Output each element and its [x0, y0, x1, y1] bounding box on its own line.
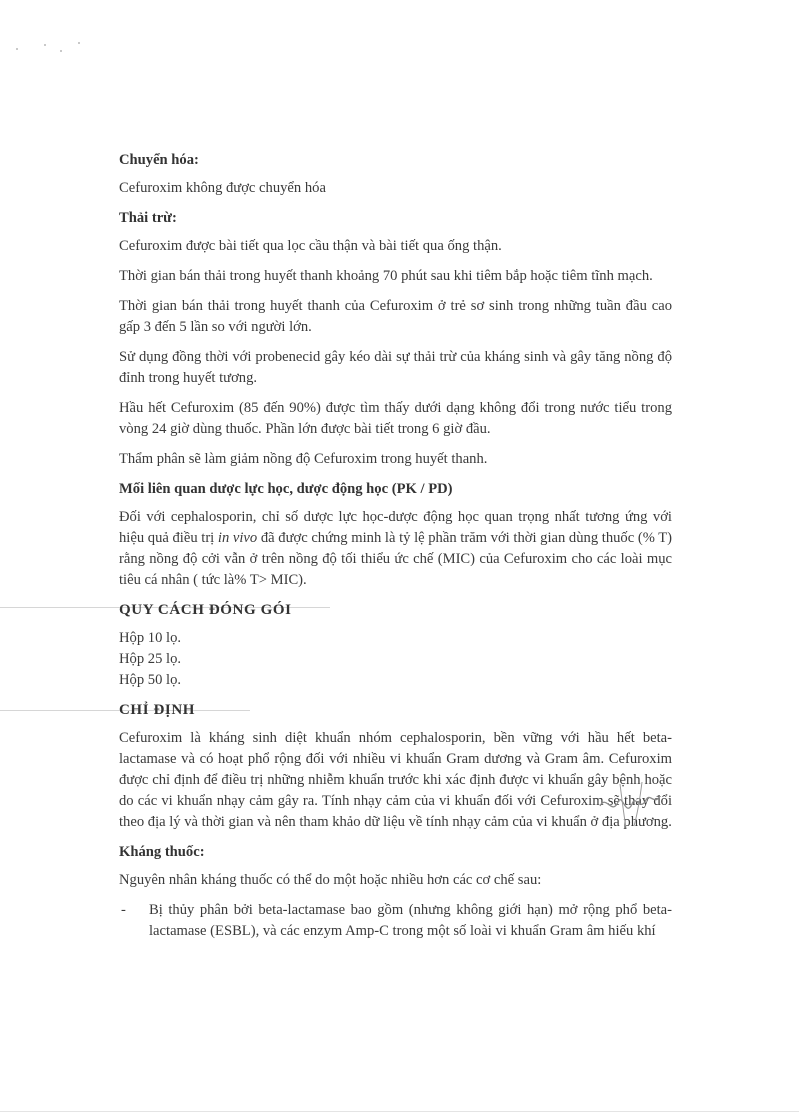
packaging-item: Hộp 50 lọ. — [119, 672, 182, 688]
elimination-paragraph: Thẩm phân sẽ làm giảm nồng độ Cefuroxim trong huyết thanh. — [119, 451, 488, 467]
indications-text: Cefuroxim là kháng sinh diệt khuẩn nhóm cephalosporin, bền vững với hầu hết beta-lactamase và có hoạt phổ rộng đối với nhiều vi khuẩn Gram dương và Gram âm. Cefuroxim được chỉ định để điều trị những nhiễm khuẩn trước khi xác định được vi khuẩn gây bệnh hoặc do các vi khuẩn nhạy cảm gây ra. Tính nhạy cảm của vi khuẩn đối với Cefuroxim sẽ thay đổi theo địa lý và thời gian và nên tham khảo dữ liệu về tính nhạy cảm của vi khuẩn ở địa phương. — [119, 730, 672, 830]
scan-speck — [78, 42, 80, 44]
indications-heading: CHỈ ĐỊNH — [119, 702, 196, 718]
document-body — [119, 150, 672, 942]
packaging-item: Hộp 10 lọ. — [119, 630, 182, 646]
scan-speck — [44, 44, 46, 46]
packaging-list — [119, 628, 672, 691]
scan-line — [0, 1111, 799, 1112]
elimination-paragraph: Thời gian bán thải trong huyết thanh khoảng 70 phút sau khi tiêm bắp hoặc tiêm tĩnh mạch. — [119, 268, 653, 284]
elimination-heading: Thải trừ: — [119, 210, 177, 226]
elimination-paragraph: Hầu hết Cefuroxim (85 đến 90%) được tìm thấy dưới dạng không đổi trong nước tiểu trong vòng 24 giờ dùng thuốc. Phần lớn được bài tiết trong 6 giờ đầu. — [119, 400, 672, 437]
packaging-item: Hộp 25 lọ. — [119, 651, 182, 667]
elimination-paragraph: Cefuroxim được bài tiết qua lọc cầu thận và bài tiết qua ống thận. — [119, 238, 502, 254]
metabolism-heading: Chuyển hóa: — [119, 152, 199, 168]
elimination-paragraph: Sử dụng đồng thời với probenecid gây kéo dài sự thải trừ của kháng sinh và gây tăng nồng độ đỉnh trong huyết tương. — [119, 349, 672, 386]
scan-specks — [14, 38, 94, 58]
handwritten-signature — [596, 776, 666, 832]
elimination-paragraph: Thời gian bán thải trong huyết thanh của Cefuroxim ở trẻ sơ sinh trong những tuần đầu cao gấp 3 đến 5 lần so với người lớn. — [119, 298, 672, 335]
pkpd-text-italic: in vivo — [217, 530, 258, 546]
bullet-text: Bị thủy phân bởi beta-lactamase bao gồm (nhưng không giới hạn) mở rộng phổ beta-lactamase (ESBL), và các enzym Amp-C trong một số loài vi khuẩn Gram âm hiếu khí — [149, 902, 672, 939]
scan-speck — [60, 50, 62, 52]
pkpd-text-part: Đối với cephalosporin, chỉ số dược lực học-dược động học quan trọng nhất tương ứng với hiệu quả điều trị — [119, 509, 672, 546]
pkpd-text — [119, 507, 672, 591]
pkpd-heading: Mối liên quan dược lực học, dược động học (PK / PD) — [119, 481, 453, 497]
resistance-bullet — [119, 900, 672, 942]
pkpd-text-part: đã được chứng minh là tỷ lệ phần trăm với thời gian dùng thuốc (% T) rằng nồng độ cởi vẫn ở trên nồng độ tối thiểu ức chế (MIC) của Cefuroxim cho các loài mục tiêu cá nhân ( tức là% T> MIC). — [119, 530, 673, 588]
resistance-intro: Nguyên nhân kháng thuốc có thể do một hoặc nhiều hơn các cơ chế sau: — [119, 872, 542, 888]
scan-speck — [16, 48, 18, 50]
metabolism-text: Cefuroxim không được chuyển hóa — [119, 180, 326, 196]
bullet-marker: - — [121, 902, 126, 918]
packaging-heading: QUY CÁCH ĐÓNG GÓI — [119, 602, 292, 618]
resistance-heading: Kháng thuốc: — [119, 844, 205, 860]
